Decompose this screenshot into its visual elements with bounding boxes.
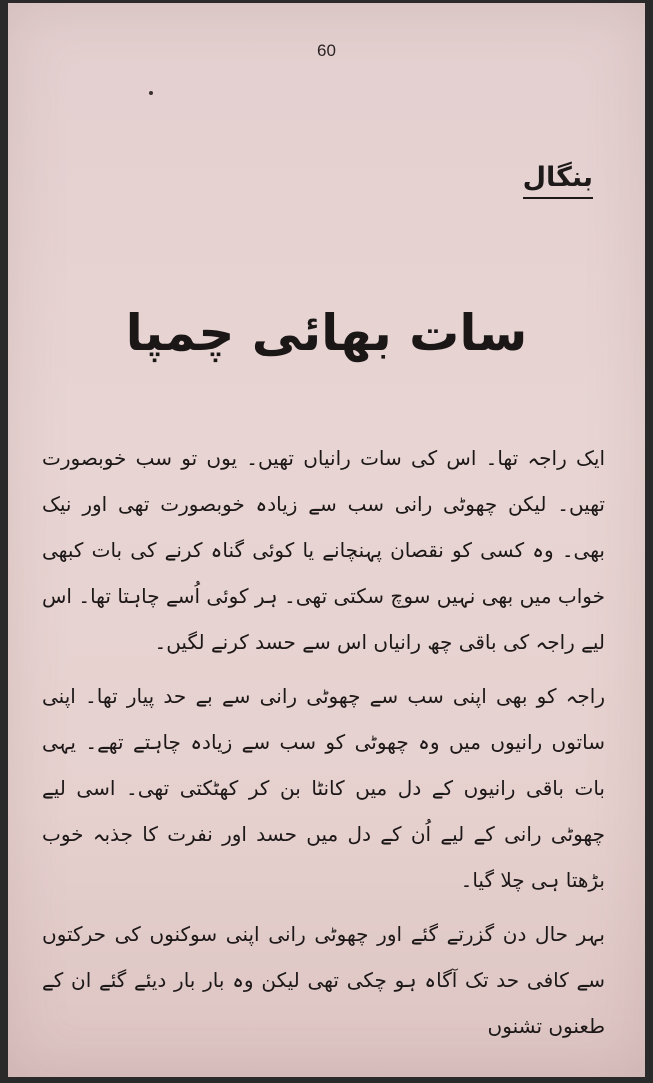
paragraph-1: ایک راجہ تھا۔ اس کی سات رانیاں تھیں۔ یوں تو سب خوبصورت تھیں۔ لیکن چھوٹی رانی سب سے زیادہ خوبصورت تھی اور نیک بھی۔ وہ کسی کو نقصان پہنچانے یا کوئی گناہ کرنے کی بات کبھی خواب میں بھی نہیں سوچ سکتی تھی۔ ہر کوئی اُسے چاہتا تھا۔ اس لیے راجہ کی باقی چھ رانیاں اس سے حسد کرنے لگیں۔ <box>42 446 605 654</box>
story-title: سات بھائی چمپا <box>125 304 528 362</box>
story-body <box>42 435 605 1057</box>
paragraph-3: بہر حال دن گزرتے گئے اور چھوٹی رانی اپنی سوکنوں کی حرکتوں سے کافی حد تک آگاہ ہو چکی تھی لیکن وہ بار بار دیئے گئے ان کے طعنوں تشنوں <box>42 922 605 1038</box>
section-title: بنگال <box>523 163 593 199</box>
paragraph-2: راجہ کو بھی اپنی سب سے چھوٹی رانی سے بے حد پیار تھا۔ اپنی ساتوں رانیوں میں وہ چھوٹی کو سب سے زیادہ چاہتے تھے۔ یہی بات باقی رانیوں کے دل میں کانٹا بن کر کھٹکتی تھی۔ اسی لیے چھوٹی رانی کے لیے اُن کے دل میں حسد اور نفرت کا جذبہ خوب بڑھتا ہی چلا گیا۔ <box>42 684 605 892</box>
ink-dot <box>149 91 153 95</box>
page-number: 60 <box>317 41 336 60</box>
book-page <box>8 3 645 1077</box>
